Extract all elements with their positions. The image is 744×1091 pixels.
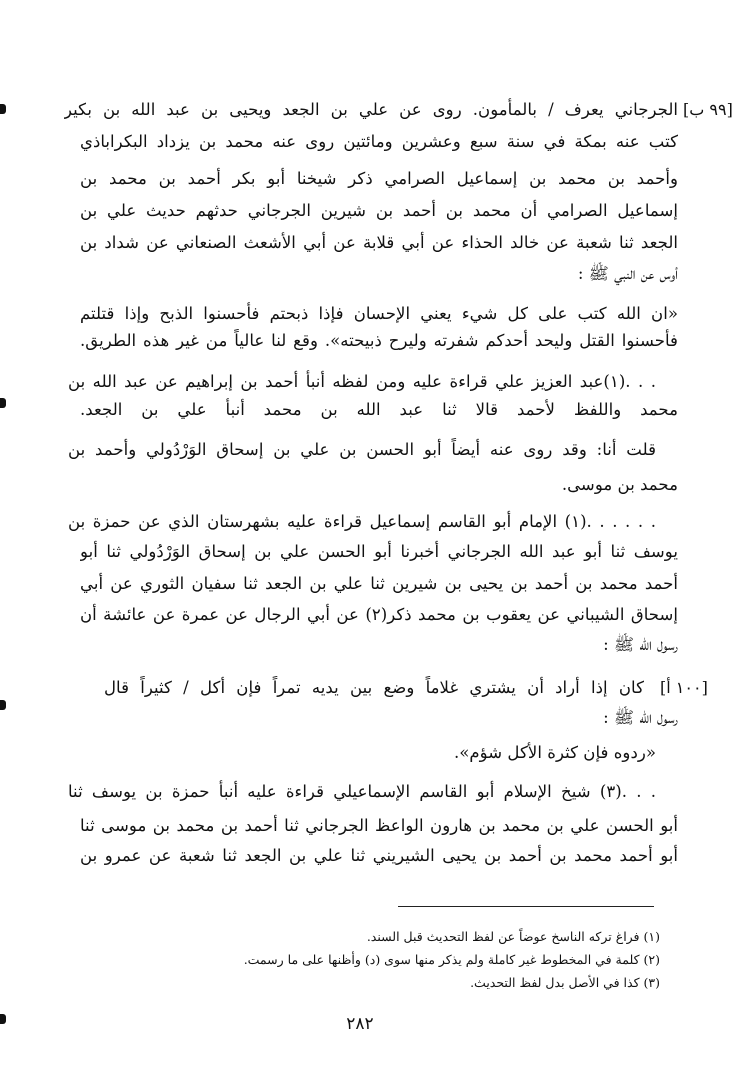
text-line: أوس عن النبي ﷺ : [577, 264, 678, 283]
text-line: . . .(٣) شيخ الإسلام أبو القاسم الإسماعيلي قراءة عليه أنبأ حمزة بن يوسف ثنا [68, 782, 656, 801]
text-line: يوسف ثنا أبو عبد الله الجرجاني أخبرنا أبو الحسن علي بن إسحاق الوَرْدُولي ثنا أبو [80, 542, 678, 561]
text-line: أبو أحمد محمد بن أحمد بن يحيى الشيريني ثنا علي بن الجعد ثنا شعبة عن عمرو بن [80, 846, 678, 865]
footnote: (١) فراغ تركه الناسخ عوضاً عن لفظ التحديث قبل السند. [366, 929, 660, 944]
text-line: أحمد محمد بن أحمد بن يحيى بن شيرين ثنا علي بن الجعد ثنا سفيان الثوري عن أبي [80, 574, 678, 593]
text-line: «ردوه فإن كثرة الأكل شؤم». [453, 743, 656, 762]
text-line: محمد واللفظ لأحمد قالا ثنا عبد الله بن محمد أنبأ علي بن الجعد. [80, 400, 678, 419]
page-number: ٢٨٢ [346, 1014, 374, 1034]
text-line: فأحسنوا القتل وليحد أحدكم شفرته وليرح ذبيحته». وقع لنا عالياً من غير هذه الطريق. [80, 331, 678, 350]
footnote-divider [398, 906, 654, 907]
text-line: كان إذا أراد أن يشتري غلاماً وضع بين يديه تمراً فإن أكل / كثيراً قال [104, 678, 644, 697]
manuscript-folio-ref: [١٠٠ أ] [660, 678, 708, 697]
margin-mark [0, 398, 6, 408]
text-line: . . . . . .(١) الإمام أبو القاسم إسماعيل قراءة عليه بشهرستان الذي عن حمزة بن [68, 512, 656, 531]
footnote: (٣) كذا في الأصل بدل لفظ التحديث. [470, 975, 660, 990]
text-line: قلت أنا: وقد روى عنه أيضاً أبو الحسن بن علي بن إسحاق الوَرْدُولي وأحمد بن [68, 440, 656, 459]
text-line: وأحمد بن محمد بن إسماعيل الصرامي ذكر شيخنا أبو بكر أحمد بن محمد بن [80, 169, 678, 188]
margin-mark [0, 1014, 6, 1024]
text-line: رسول الله ﷺ : [603, 708, 678, 727]
manuscript-folio-ref: [٩٩ ب] [683, 100, 733, 119]
text-line: محمد بن موسى. [561, 475, 678, 494]
text-line: رسول الله ﷺ : [603, 635, 678, 654]
text-line: أبو الحسن علي بن محمد بن هارون الواعظ الجرجاني ثنا أحمد بن محمد بن موسى ثنا [80, 816, 678, 835]
margin-mark [0, 104, 6, 114]
text-line: إسحاق الشيباني عن يعقوب بن محمد ذكر(٢) عن أبي الرجال عن عمرة عن عائشة أن [80, 605, 678, 624]
text-line: إسماعيل الصرامي أن محمد بن أحمد بن شيرين الجرجاني حدثهم حديث علي بن [80, 201, 678, 220]
footnote: (٢) كلمة في المخطوط غير كاملة ولم يذكر منها سوى (د) وأظنها على ما رسمت. [243, 952, 660, 967]
text-line: الجعد ثنا شعبة عن خالد الحذاء عن أبي قلابة عن أبي الأشعث الصنعاني عن شداد بن [80, 233, 678, 252]
text-line: «ان الله كتب على كل شيء يعني الإحسان فإذا ذبحتم فأحسنوا الذبح وإذا قتلتم [80, 304, 678, 323]
text-line: . . .(١)عبد العزيز علي قراءة عليه ومن لفظه أنبأ أحمد بن إبراهيم عن عبد الله بن [68, 372, 656, 391]
margin-mark [0, 700, 6, 710]
text-line: كتب عنه بمكة في سنة سبع وعشرين ومائتين روى عنه محمد بن يزداد البكراباذي [80, 132, 678, 151]
text-line: الجرجاني يعرف / بالمأمون. روى عن علي بن الجعد ويحيى بن عبد الله بن بكير [64, 100, 678, 119]
